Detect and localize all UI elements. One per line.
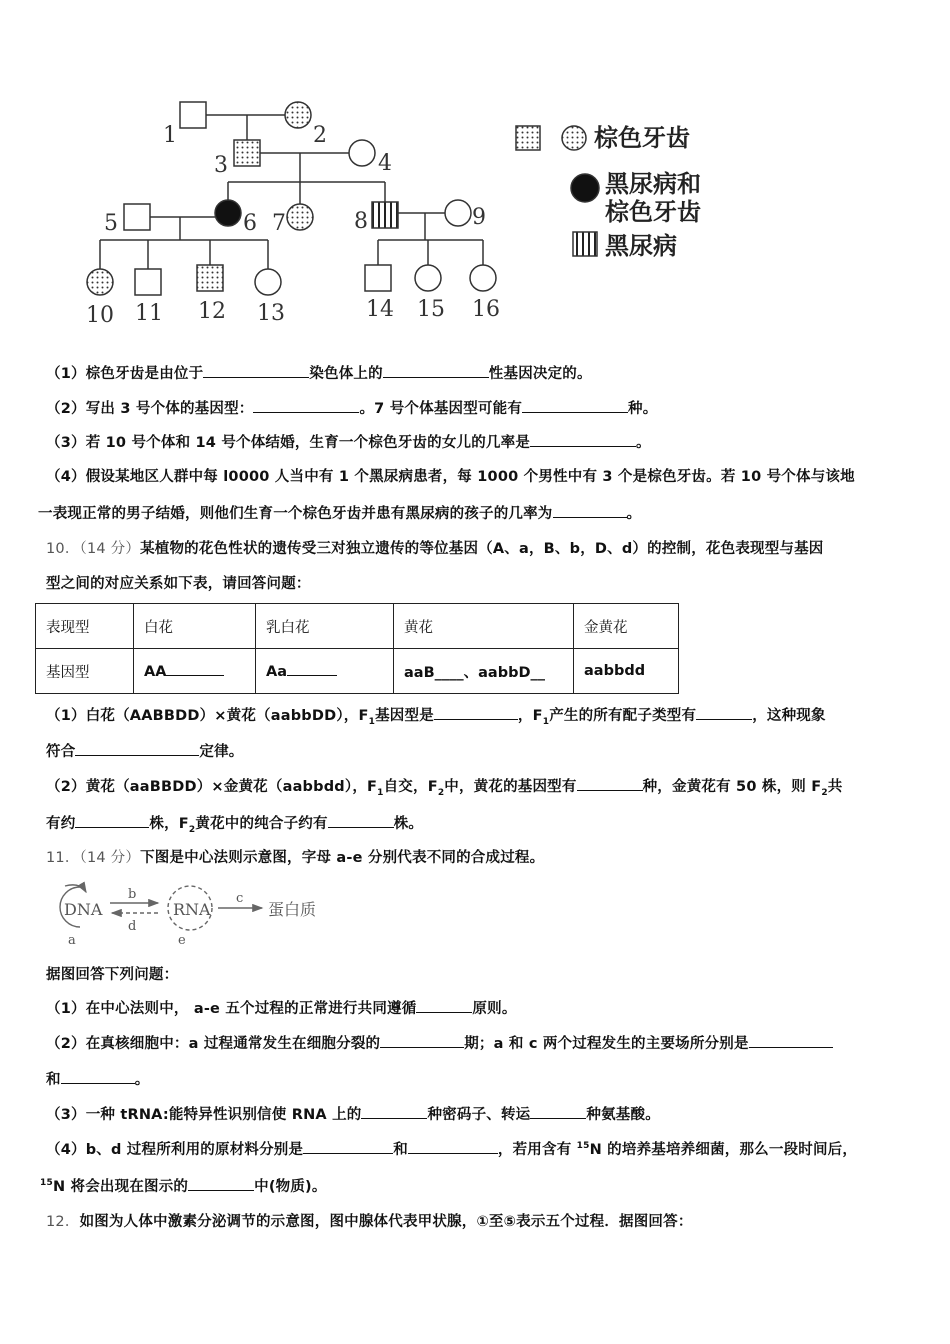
superscript: 15 bbox=[40, 1178, 53, 1189]
text: 黄花中的纯合子约有 bbox=[195, 816, 328, 832]
text: 原则。 bbox=[472, 1001, 517, 1017]
process-label: c bbox=[236, 891, 244, 906]
text: 株。 bbox=[393, 816, 424, 832]
answer-blank[interactable] bbox=[577, 778, 643, 791]
subscript: 2 bbox=[437, 787, 445, 798]
text: N 将会出现在图示的 bbox=[52, 1179, 189, 1195]
label: 13 bbox=[257, 301, 285, 326]
text: （2）在真核细胞中：a 过程通常发生在细胞分裂的 bbox=[46, 1036, 381, 1052]
subscript: 1 bbox=[542, 716, 550, 727]
pedigree-individual-2 bbox=[285, 102, 311, 128]
central-dogma-diagram bbox=[40, 870, 360, 950]
text: 。 bbox=[626, 506, 642, 522]
q11-part3 bbox=[46, 1103, 660, 1124]
text: 。 bbox=[134, 1072, 150, 1088]
text: Aa bbox=[266, 663, 288, 680]
q9-part4-cont bbox=[38, 502, 641, 523]
text: 和 bbox=[393, 1142, 408, 1158]
q11-intro bbox=[46, 846, 544, 867]
text: N 的培养基培养细菌，那么一段时间后， bbox=[589, 1142, 858, 1158]
process-label: d bbox=[128, 919, 137, 934]
text: 中，黄花的基因型有 bbox=[444, 779, 577, 795]
legend-text: 黑尿病 bbox=[605, 232, 677, 260]
text: 种，金黄花有 50 株，则 F bbox=[642, 779, 822, 795]
text: 某植物的花色性状的遗传受三对独立遗传的等位基因（A、a，B、b，D、d）的控制，花色表现型与基因 bbox=[140, 541, 824, 557]
table-cell: aaB____、aabbD__ bbox=[394, 649, 574, 694]
pedigree-individual-12 bbox=[197, 265, 223, 291]
q11-part2-cont bbox=[46, 1068, 149, 1089]
pedigree-individual-11 bbox=[135, 269, 161, 295]
pedigree-chart bbox=[0, 0, 740, 340]
table-cell: 基因型 bbox=[36, 649, 134, 694]
table-cell: 表现型 bbox=[36, 604, 134, 649]
text: 性基因决定的。 bbox=[488, 366, 592, 382]
label: 9 bbox=[472, 205, 486, 230]
q9-part1 bbox=[46, 362, 592, 383]
text: 和 bbox=[46, 1072, 61, 1088]
legend-text: 黑尿病和 bbox=[605, 170, 701, 198]
text: （2）黄花（aaBBDD）×金黄花（aabbdd），F bbox=[46, 779, 378, 795]
process-label: b bbox=[128, 887, 137, 902]
pedigree-individual-15 bbox=[415, 265, 441, 291]
label: 5 bbox=[104, 211, 118, 236]
text: 有约 bbox=[46, 816, 76, 832]
answer-blank[interactable] bbox=[380, 1035, 464, 1048]
answer-blank[interactable] bbox=[287, 663, 337, 676]
text: （3）若 10 号个体和 14 号个体结婚，生育一个棕色牙齿的女儿的几率是 bbox=[46, 435, 531, 451]
text: 。7 号个体基因型可能有 bbox=[359, 401, 523, 417]
text: （1）在中心法则中， a-e 五个过程的正常进行共同遵循 bbox=[46, 1001, 417, 1017]
legend-dotted-circle-icon bbox=[562, 126, 586, 150]
text: ，这种现象 bbox=[752, 708, 826, 724]
text: 。 bbox=[636, 435, 651, 451]
answer-blank[interactable] bbox=[530, 434, 636, 447]
rna-label: RNA bbox=[173, 900, 211, 919]
text: （3）一种 tRNA:能特异性识别信使 RNA 上的 bbox=[46, 1107, 362, 1123]
text: 染色体上的 bbox=[309, 366, 383, 382]
answer-blank[interactable] bbox=[188, 1178, 254, 1191]
q11-part2 bbox=[46, 1032, 833, 1053]
legend-text: 棕色牙齿 bbox=[594, 124, 690, 152]
text: 下图是中心法则示意图，字母 a-e 分别代表不同的合成过程。 bbox=[140, 850, 545, 866]
table-cell: 乳白花 bbox=[256, 604, 394, 649]
text: 定律。 bbox=[199, 744, 244, 760]
answer-blank[interactable] bbox=[61, 1071, 135, 1084]
q10-part2 bbox=[46, 775, 843, 798]
text: （1）棕色牙齿是由位于 bbox=[46, 366, 204, 382]
superscript: 15 bbox=[576, 1141, 590, 1152]
table-cell: 金黄花 bbox=[574, 604, 679, 649]
text: （1）白花（AABBDD）×黄花（aabbDD），F bbox=[46, 708, 369, 724]
answer-blank[interactable] bbox=[434, 707, 518, 720]
label: 7 bbox=[272, 211, 286, 236]
answer-blank[interactable] bbox=[408, 1141, 498, 1154]
answer-blank[interactable] bbox=[696, 707, 752, 720]
text: （2）写出 3 号个体的基因型： bbox=[46, 401, 254, 417]
text: 种密码子、转运 bbox=[427, 1107, 531, 1123]
text: 种氨基酸。 bbox=[586, 1107, 660, 1123]
legend-text: 棕色牙齿 bbox=[605, 198, 701, 226]
text: ，若用含有 bbox=[497, 1142, 577, 1158]
legend-black-circle-icon bbox=[571, 174, 599, 202]
q11-part1 bbox=[46, 997, 517, 1018]
table-cell bbox=[256, 649, 394, 694]
answer-blank[interactable] bbox=[203, 365, 309, 378]
label: 6 bbox=[243, 211, 257, 236]
q10-part1-cont bbox=[46, 740, 244, 761]
answer-blank[interactable] bbox=[303, 1141, 393, 1154]
question-number: 11．（14 分） bbox=[46, 850, 141, 866]
table-row bbox=[36, 649, 679, 694]
q10-intro bbox=[46, 537, 824, 558]
pedigree-individual-5 bbox=[124, 204, 150, 230]
text: 产生的所有配子类型有 bbox=[549, 708, 697, 724]
text: 自交，F bbox=[383, 779, 438, 795]
pedigree-individual-1 bbox=[180, 102, 206, 128]
pedigree-individual-7 bbox=[287, 204, 313, 230]
q9-part3 bbox=[46, 431, 651, 452]
text: （4）b、d 过程所利用的原材料分别是 bbox=[46, 1142, 304, 1158]
text: 一表现正常的男子结婚，则他们生育一个棕色牙齿并患有黑尿病的孩子的几率为 bbox=[38, 506, 553, 522]
pedigree-individual-10 bbox=[87, 269, 113, 295]
pedigree-individual-16 bbox=[470, 265, 496, 291]
label: 4 bbox=[378, 151, 392, 176]
q11-part4-cont bbox=[40, 1175, 327, 1196]
pedigree-individual-6 bbox=[215, 200, 241, 226]
answer-blank[interactable] bbox=[522, 400, 628, 413]
answer-blank[interactable] bbox=[75, 815, 149, 828]
pedigree-individual-3 bbox=[234, 140, 260, 166]
answer-blank[interactable] bbox=[166, 663, 224, 676]
q12-intro bbox=[46, 1210, 693, 1231]
q11-part4 bbox=[46, 1138, 857, 1159]
subscript: 2 bbox=[188, 824, 196, 835]
answer-blank[interactable] bbox=[749, 1035, 833, 1048]
q9-part2 bbox=[46, 397, 657, 418]
protein-label: 蛋白质 bbox=[268, 900, 317, 919]
label: 2 bbox=[313, 123, 327, 148]
answer-blank[interactable] bbox=[253, 400, 359, 413]
subscript: 1 bbox=[377, 787, 384, 798]
label: 3 bbox=[214, 153, 228, 178]
text: 如图为人体中激素分泌调节的示意图，图中腺体代表甲状腺，①至⑤表示五个过程．据图回答： bbox=[79, 1214, 693, 1230]
text: 株，F bbox=[149, 816, 189, 832]
answer-blank[interactable] bbox=[328, 815, 394, 828]
label: 14 bbox=[366, 297, 394, 322]
table-row bbox=[36, 604, 679, 649]
label: 8 bbox=[354, 209, 368, 234]
process-label: e bbox=[178, 933, 186, 948]
q9-part4: （4）假设某地区人群中每 l0000 人当中有 1 个黑尿病患者，每 1000 个男性中有 3 个是棕色牙齿。若 10 号个体与该地 bbox=[46, 469, 855, 485]
label: 12 bbox=[198, 299, 226, 324]
pedigree-individual-8 bbox=[372, 202, 398, 228]
q11-prompt: 据图回答下列问题： bbox=[46, 967, 179, 983]
question-number: 12． bbox=[46, 1214, 80, 1230]
label: 10 bbox=[86, 303, 114, 328]
dna-label: DNA bbox=[64, 900, 103, 919]
pedigree-individual-14 bbox=[365, 265, 391, 291]
table-cell: aabbdd bbox=[574, 649, 679, 694]
text: 中(物质)。 bbox=[254, 1179, 327, 1195]
text: 期；a 和 c 两个过程发生的主要场所分别是 bbox=[464, 1036, 749, 1052]
q10-part1 bbox=[46, 704, 826, 727]
answer-blank[interactable] bbox=[416, 1000, 472, 1013]
answer-blank[interactable] bbox=[75, 743, 199, 756]
q10-part2-cont bbox=[46, 812, 423, 835]
text: 种。 bbox=[628, 401, 658, 417]
table-cell: 黄花 bbox=[394, 604, 574, 649]
table-cell bbox=[134, 649, 256, 694]
subscript: 2 bbox=[821, 787, 828, 798]
label: 15 bbox=[417, 297, 445, 322]
answer-blank[interactable] bbox=[383, 365, 489, 378]
text: 符合 bbox=[46, 744, 76, 760]
q10-intro-cont: 型之间的对应关系如下表，请回答问题： bbox=[46, 576, 311, 592]
answer-blank[interactable] bbox=[530, 1106, 586, 1119]
legend-dotted-square-icon bbox=[516, 126, 540, 150]
table-cell: 白花 bbox=[134, 604, 256, 649]
text: 基因型是 bbox=[375, 708, 434, 724]
legend-striped-square-icon bbox=[573, 232, 597, 256]
pedigree-individual-4 bbox=[349, 140, 375, 166]
subscript: 1 bbox=[368, 716, 376, 727]
phenotype-genotype-table bbox=[35, 603, 679, 694]
label: 16 bbox=[472, 297, 500, 322]
text: ，F bbox=[517, 708, 543, 724]
label: 11 bbox=[135, 301, 163, 326]
answer-blank[interactable] bbox=[553, 505, 627, 518]
pedigree-individual-9 bbox=[445, 200, 471, 226]
answer-blank[interactable] bbox=[361, 1106, 427, 1119]
label: 1 bbox=[163, 123, 177, 148]
question-number: 10．（14 分） bbox=[46, 541, 141, 557]
process-label: a bbox=[68, 933, 76, 948]
text: AA bbox=[144, 663, 167, 680]
text: 共 bbox=[827, 779, 843, 795]
pedigree-individual-13 bbox=[255, 269, 281, 295]
